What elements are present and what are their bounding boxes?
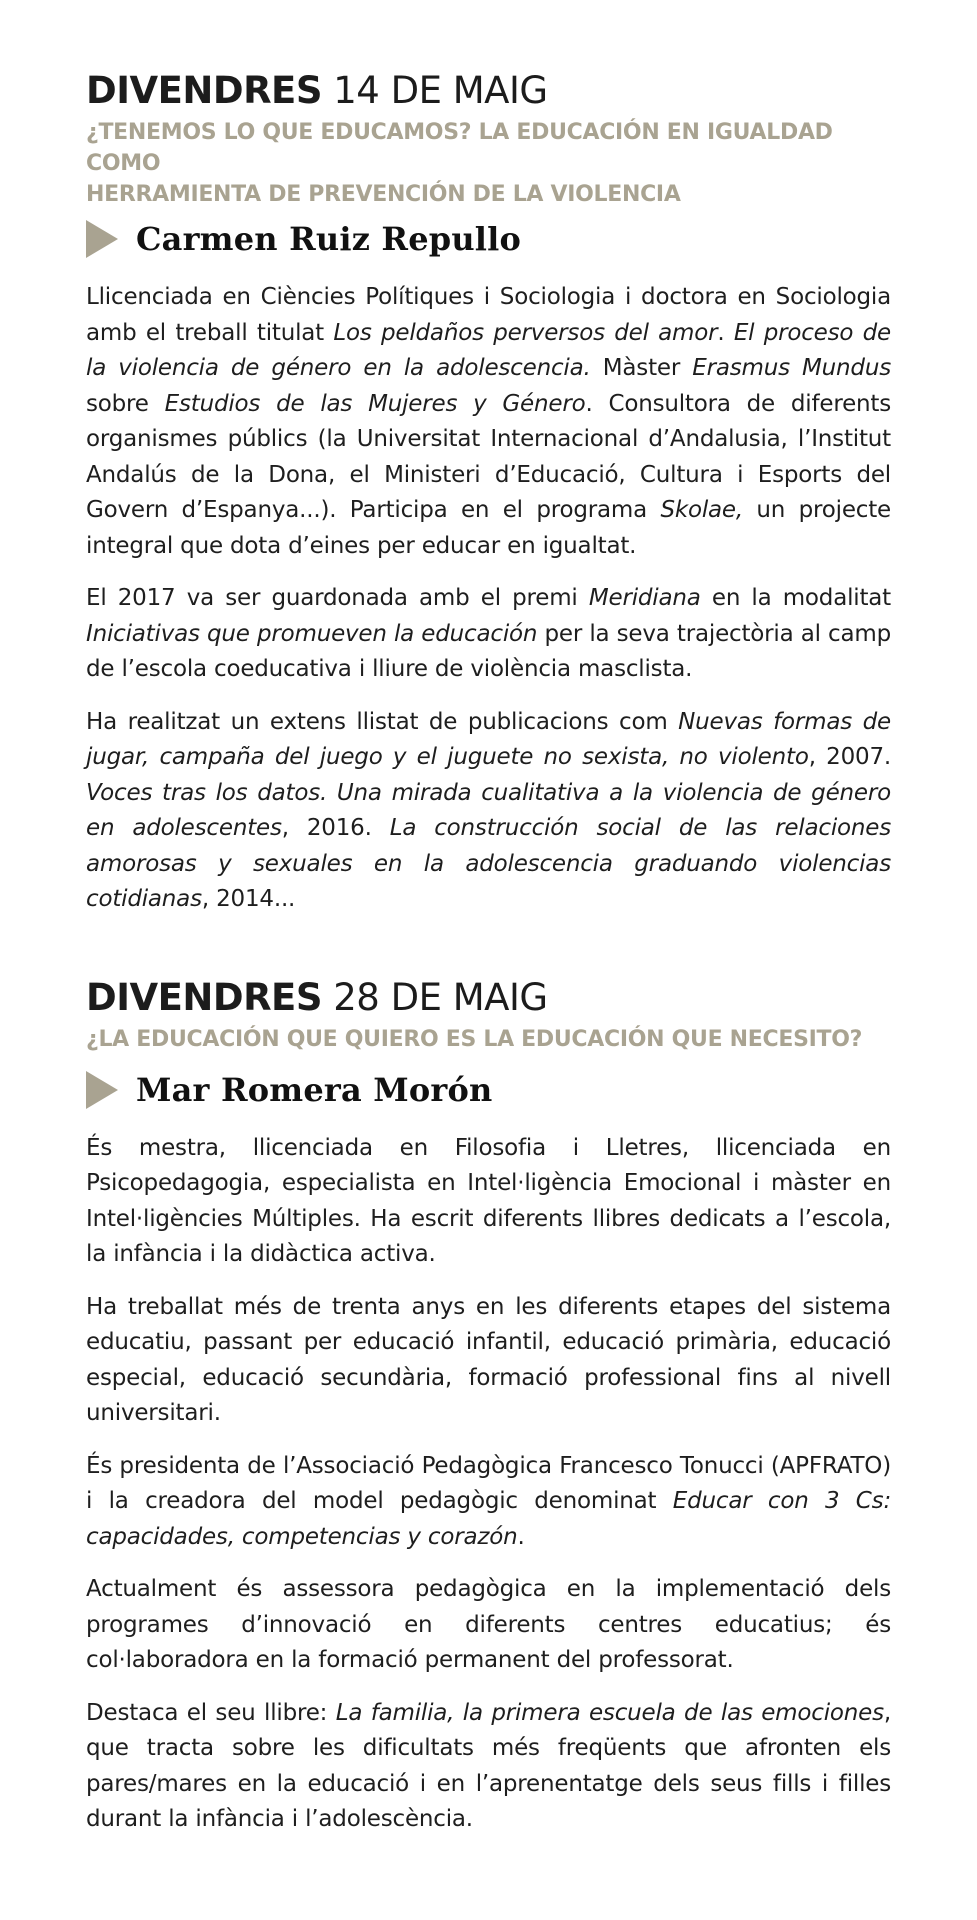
speaker-name: Carmen Ruiz Repullo (136, 220, 522, 258)
event-subtitle: ¿LA EDUCACIÓN QUE QUIERO ES LA EDUCACIÓN QUE NECESITO? (86, 1026, 863, 1052)
date-label: 14 DE MAIG (321, 69, 548, 112)
publications-paragraph: Ha realitzat un extens llistat de publicacions com Nuevas formas de jugar, campaña del juego y el juguete no sexista, no violento, 2007. Voces tras los datos. Una mirada cualitativa a la violencia de género en adolescentes, 2016. La construcción social de las relaciones amorosas y sexuales en la adolescencia graduando violencias cotidianas, 2014... (86, 708, 892, 912)
career-paragraph: Ha treballat més de trenta anys en les diferents etapes del sistema educatiu, passant per educació infantil, educació primària, educació especial, educació secundària, formació professional fins al nivell universitari. (86, 1293, 891, 1426)
event-section-1 (86, 69, 892, 918)
association-paragraph: És presidenta de l’Associació Pedagògica Francesco Tonucci (APFRATO) i la creadora del model pedagògic denominat Educar con 3 Cs: capacidades, competencias y corazón. (86, 1452, 891, 1550)
speaker-heading (86, 1071, 891, 1109)
event-section-2 (86, 975, 892, 1838)
event-date-heading (86, 975, 891, 1019)
event-date-heading (86, 69, 891, 112)
triangle-arrow-icon (86, 1071, 118, 1109)
speaker-heading (86, 220, 891, 258)
event-subtitle: ¿TENEMOS LO QUE EDUCAMOS? LA EDUCACIÓN EN IGUALDAD COMO HERRAMIENTA DE PREVENCIÓN DE LA VIOLENCIA (86, 120, 833, 207)
day-label: DIVENDRES (86, 69, 322, 112)
award-paragraph: El 2017 va ser guardonada amb el premi Meridiana en la modalitat Iniciativas que promueven la educación per la seva trajectòria al camp de l’escola coeducativa i lliure de violència masclista. (86, 585, 892, 682)
advisor-paragraph: Actualment és assessora pedagògica en la implementació dels programes d’innovació en diferents centres educatius; és col·laboradora en la formació permanent del professorat. (86, 1576, 891, 1673)
book-paragraph: Destaca el seu llibre: La familia, la primera escuela de las emociones, que tracta sobre les dificultats més freqüents que afronten els pares/mares en la educació i en l’aprenentatge dels seus fills i filles durant la infància i l’adolescència. (86, 1699, 892, 1832)
bio-paragraph: És mestra, llicenciada en Filosofia i Lletres, llicenciada en Psicopedagogia, especialista en Intel·ligència Emocional i màster en Intel·ligències Múltiples. Ha escrit diferents llibres dedicats a l’escola, la infància i la didàctica activa. (86, 1134, 891, 1267)
speaker-name: Mar Romera Morón (136, 1070, 493, 1109)
triangle-arrow-icon (86, 220, 118, 258)
bio-paragraph: Llicenciada en Ciències Polítiques i Sociologia i doctora en Sociologia amb el treball titulat Los peldaños perversos del amor. El proceso de la violencia de género en la adolescencia. Màster Erasmus Mundus sobre Estudios de las Mujeres y Género. Consultora de diferents organismes públics (la Universitat Internacional d’Andalusia, l’Institut Andalús de la Dona, el Ministeri d’Educació, Cultura i Esports del Govern d’Espanya...). Participa en el programa Skolae, un projecte integral que dota d’eines per educar en igualtat. (86, 284, 892, 559)
date-label: 28 DE MAIG (321, 975, 548, 1019)
day-label: DIVENDRES (86, 975, 322, 1019)
